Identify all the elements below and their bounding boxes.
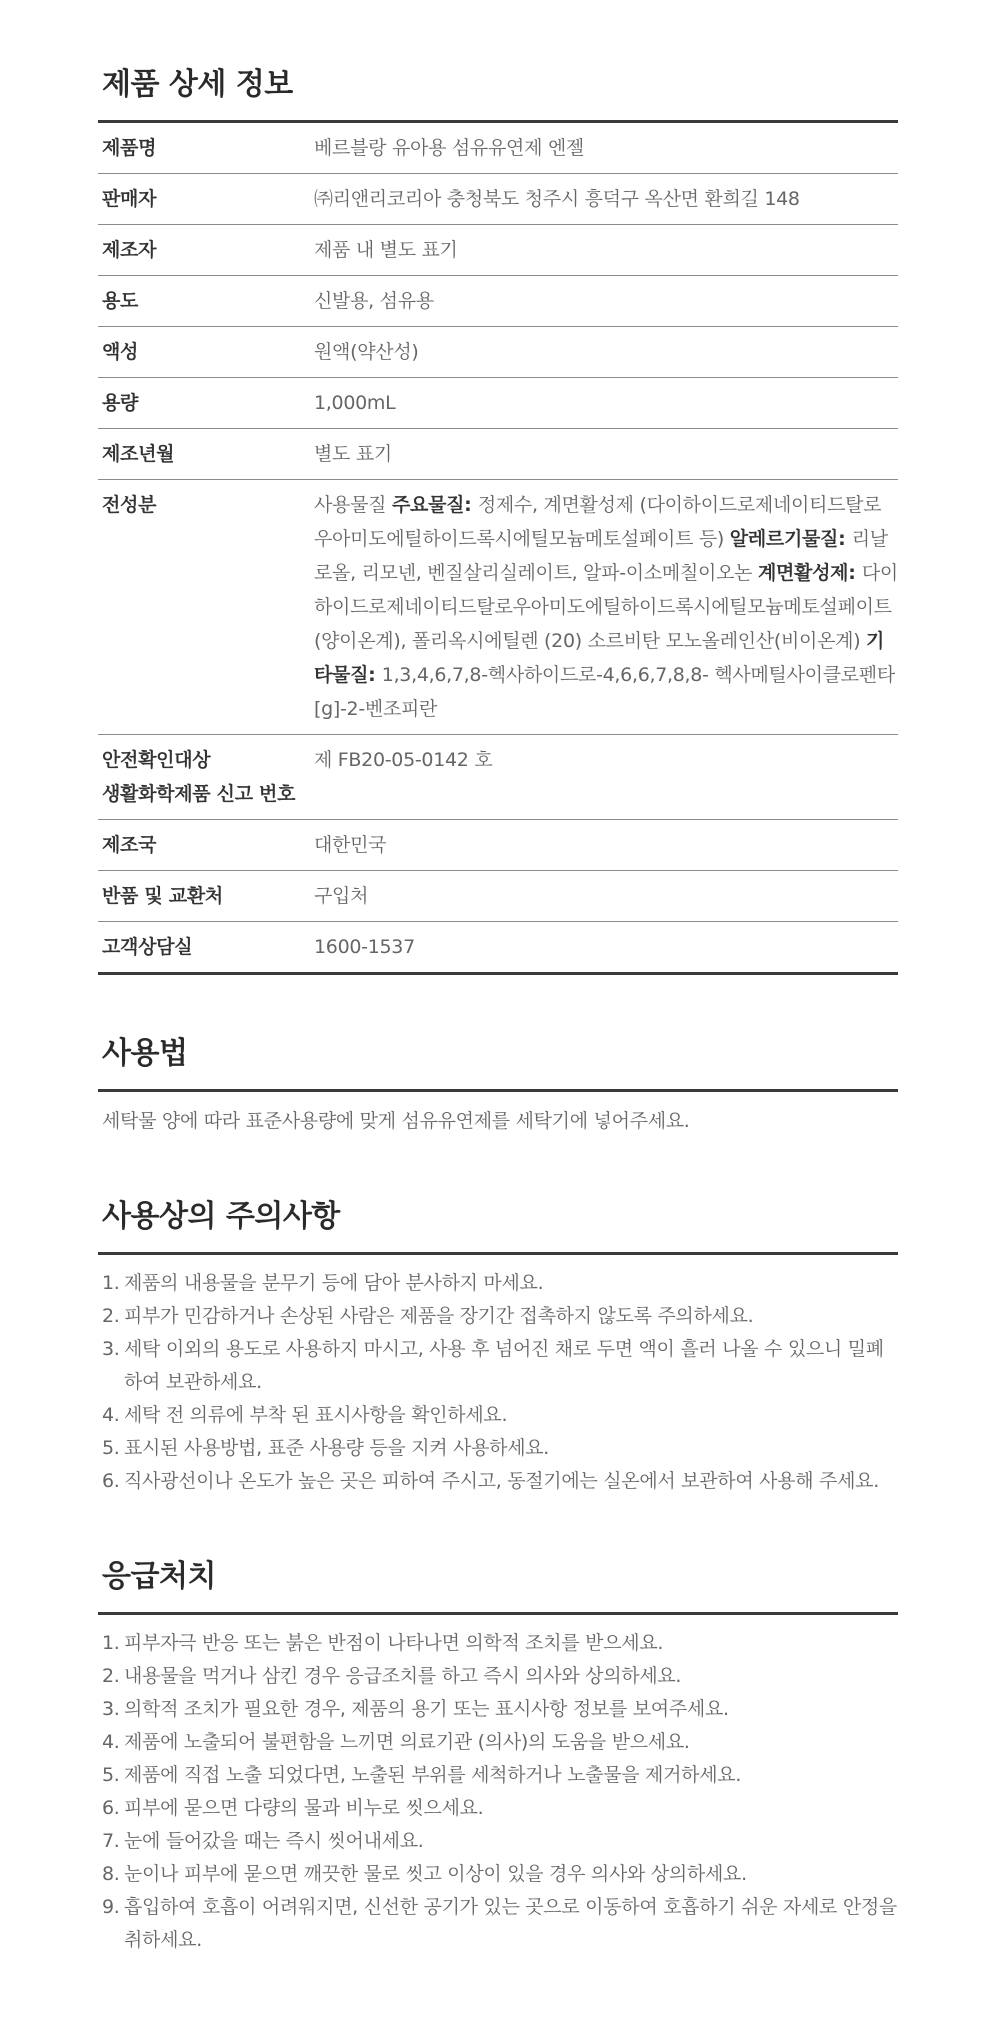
table-row (98, 174, 898, 225)
table-row (98, 871, 898, 922)
safety-label-line1: 안전확인대상 (102, 749, 211, 771)
table-row (98, 429, 898, 480)
list-item (102, 1693, 898, 1726)
list-item (102, 1267, 898, 1300)
item-text: 표시된 사용방법, 표준 사용량 등을 지켜 사용하세요. (124, 1437, 550, 1459)
product-info-title: 제품 상세 정보 (98, 64, 898, 123)
table-row (98, 378, 898, 429)
item-text: 눈에 들어갔을 때는 즉시 씻어내세요. (124, 1830, 424, 1852)
item-number: 6. (102, 1470, 120, 1492)
list-item (102, 1399, 898, 1432)
list-item (102, 1825, 898, 1858)
list-item (102, 1726, 898, 1759)
row-value: 대한민국 (314, 820, 898, 871)
item-number: 3. (102, 1698, 120, 1720)
item-text: 세탁 전 의류에 부착 된 표시사항을 확인하세요. (124, 1404, 508, 1426)
first-aid-section (98, 1556, 898, 1957)
table-row (98, 922, 898, 974)
ingredients-label: 전성분 (98, 480, 314, 735)
item-number: 2. (102, 1305, 120, 1327)
row-label: 반품 및 교환처 (98, 871, 314, 922)
product-info-table (98, 123, 898, 975)
row-value: 신발용, 섬유용 (314, 276, 898, 327)
row-value: 1,000mL (314, 378, 898, 429)
usage-section (98, 1033, 898, 1138)
ingredient-heading: 기타물질: (314, 630, 885, 686)
row-label: 판매자 (98, 174, 314, 225)
first-aid-list (98, 1615, 898, 1957)
item-text: 피부가 민감하거나 손상된 사람은 제품을 장기간 접촉하지 않도록 주의하세요. (124, 1305, 754, 1327)
item-text: 제품에 직접 노출 되었다면, 노출된 부위를 세척하거나 노출물을 제거하세요. (124, 1764, 742, 1786)
ingredient-heading: 알레르기물질: (729, 528, 852, 550)
item-number: 5. (102, 1437, 120, 1459)
item-text: 피부에 묻으면 다량의 물과 비누로 씻으세요. (124, 1797, 484, 1819)
list-item (102, 1891, 898, 1957)
ingredients-value (314, 480, 898, 735)
item-text: 제품에 노출되어 불편함을 느끼면 의료기관 (의사)의 도움을 받으세요. (124, 1731, 690, 1753)
item-text: 눈이나 피부에 묻으면 깨끗한 물로 씻고 이상이 있을 경우 의사와 상의하세요. (124, 1863, 747, 1885)
item-number: 4. (102, 1404, 120, 1426)
item-text: 직사광선이나 온도가 높은 곳은 피하여 주시고, 동절기에는 실온에서 보관하여 사용해 주세요. (124, 1470, 879, 1492)
row-label: 제조자 (98, 225, 314, 276)
item-number: 8. (102, 1863, 120, 1885)
list-item (102, 1300, 898, 1333)
row-label: 제조년월 (98, 429, 314, 480)
list-item (102, 1759, 898, 1792)
safety-label (98, 735, 314, 820)
ingredients-row (98, 480, 898, 735)
row-label: 액성 (98, 327, 314, 378)
item-number: 5. (102, 1764, 120, 1786)
table-row (98, 123, 898, 174)
table-row (98, 276, 898, 327)
list-item (102, 1627, 898, 1660)
item-number: 2. (102, 1665, 120, 1687)
item-text: 세탁 이외의 용도로 사용하지 마시고, 사용 후 넘어진 채로 두면 액이 흘러 나올 수 있으니 밀폐하여 보관하세요. (124, 1338, 884, 1393)
first-aid-title: 응급처치 (98, 1556, 898, 1615)
item-number: 4. (102, 1731, 120, 1753)
row-value: 베르블랑 유아용 섬유유연제 엔젤 (314, 123, 898, 174)
ingredient-heading: 계면활성제: (757, 562, 862, 584)
list-item (102, 1432, 898, 1465)
precautions-list (98, 1255, 898, 1498)
table-row (98, 820, 898, 871)
row-value: 제품 내 별도 표기 (314, 225, 898, 276)
ingredient-segment: 1,3,4,6,7,8-헥사하이드로-4,6,6,7,8,8- 헥사메틸사이클로펜타[g]-2-벤조피란 (314, 664, 895, 720)
ingredient-segment: 사용물질 (314, 494, 392, 516)
item-text: 내용물을 먹거나 삼킨 경우 응급조치를 하고 즉시 의사와 상의하세요. (124, 1665, 682, 1687)
item-text: 제품의 내용물을 분무기 등에 담아 분사하지 마세요. (124, 1272, 544, 1294)
row-value: 원액(약산성) (314, 327, 898, 378)
row-label: 용도 (98, 276, 314, 327)
item-number: 1. (102, 1272, 120, 1294)
row-label: 고객상담실 (102, 936, 193, 958)
item-text: 피부자극 반응 또는 붉은 반점이 나타나면 의학적 조치를 받으세요. (124, 1632, 664, 1654)
row-value: 1600-1537 (314, 936, 415, 958)
usage-title: 사용법 (98, 1033, 898, 1092)
list-item (102, 1465, 898, 1498)
list-item (102, 1792, 898, 1825)
row-value: 별도 표기 (314, 429, 898, 480)
ingredient-segment: 리날로올, 리모넨, 벤질살리실레이트, 알파-이소메칠이오논 (314, 528, 888, 584)
row-value: 구입처 (314, 871, 898, 922)
table-row (98, 327, 898, 378)
precautions-title: 사용상의 주의사항 (98, 1196, 898, 1255)
table-row (98, 225, 898, 276)
row-label: 제품명 (98, 123, 314, 174)
safety-value: 제 FB20-05-0142 호 (314, 735, 898, 820)
ingredient-heading: 주요물질: (391, 494, 478, 516)
item-text: 흡입하여 호흡이 어려워지면, 신선한 공기가 있는 곳으로 이동하여 호흡하기 쉬운 자세로 안정을 취하세요. (124, 1896, 897, 1951)
row-value: ㈜리앤리코리아 충청북도 청주시 흥덕구 옥산면 환희길 148 (314, 174, 898, 225)
ingredient-segment: 다이하이드로제네이티드탈로우아미도에틸하이드록시에틸모늄메토설페이트(양이온계), 폴리옥시에틸렌 (20) 소르비탄 모노올레인산(비이온계) (314, 562, 898, 652)
item-number: 7. (102, 1830, 120, 1852)
safety-row (98, 735, 898, 820)
item-number: 6. (102, 1797, 120, 1819)
precautions-section (98, 1196, 898, 1498)
list-item (102, 1858, 898, 1891)
list-item (102, 1660, 898, 1693)
item-number: 1. (102, 1632, 120, 1654)
safety-label-line2: 생활화학제품 신고 번호 (102, 783, 296, 805)
list-item (102, 1333, 898, 1399)
ingredient-segment: 정제수, 계면활성제 (다이하이드로제네이티드탈로우아미도에틸하이드록시에틸모늄메토설페이트 등) (314, 494, 882, 550)
item-number: 3. (102, 1338, 120, 1360)
usage-text: 세탁물 양에 따라 표준사용량에 맞게 섬유유연제를 세탁기에 넣어주세요. (102, 1110, 690, 1132)
item-text: 의학적 조치가 필요한 경우, 제품의 용기 또는 표시사항 정보를 보여주세요. (124, 1698, 729, 1720)
product-info-section (98, 64, 898, 975)
row-label: 용량 (98, 378, 314, 429)
row-label: 제조국 (98, 820, 314, 871)
item-number: 9. (102, 1896, 120, 1918)
